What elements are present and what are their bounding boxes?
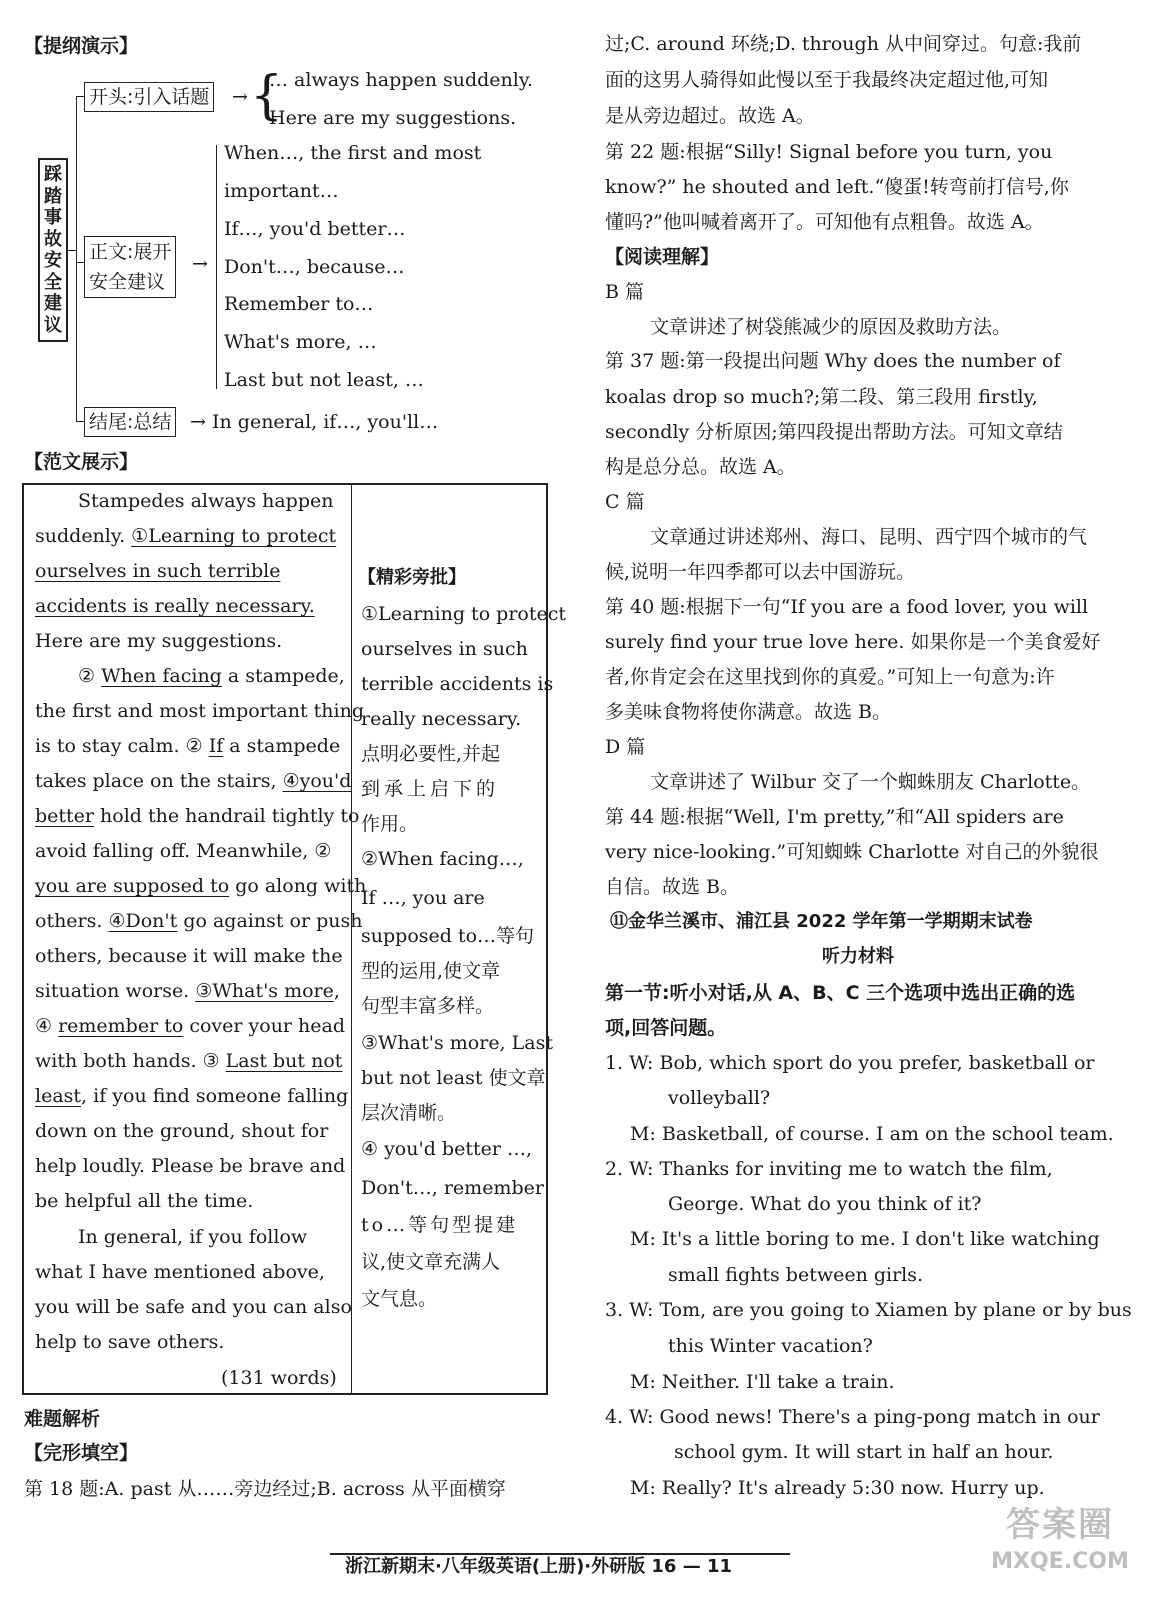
explanation-line: surely find your true love here. 如果你是一个美食爱好 bbox=[605, 631, 1101, 653]
body-item: Last but not least, … bbox=[224, 369, 424, 391]
exam-title: ⑪金华兰溪市、浦江县 2022 学年第一学期期末试卷 bbox=[610, 911, 1033, 932]
essay-line: be helpful all the time. bbox=[35, 1190, 254, 1212]
dialog-line: volleyball? bbox=[668, 1087, 771, 1109]
dialog-line: 2. W: Thanks for inviting me to watch the film, bbox=[605, 1158, 1053, 1180]
word-count: (131 words) bbox=[221, 1367, 337, 1389]
dialog-line: 4. W: Good news! There's a ping-pong match in our bbox=[605, 1406, 1100, 1428]
outline-branch-end bbox=[76, 421, 84, 422]
body-item: important… bbox=[224, 180, 339, 202]
explanation-line: know?” he shouted and left.“傻蛋!转弯前打信号,你 bbox=[605, 176, 1069, 198]
explanation-line: koalas drop so much?;第二段、第三段用 firstly, bbox=[605, 386, 1038, 408]
outline-branch-intro bbox=[76, 96, 84, 97]
essay-line: situation worse. ③What's more, bbox=[35, 980, 340, 1002]
essay-line: ourselves in such terrible bbox=[35, 560, 281, 582]
cloze-heading: 【完形填空】 bbox=[24, 1442, 139, 1464]
essay-line: accidents is really necessary. bbox=[35, 595, 315, 617]
watermark-logo: 答案圈 MXQE.COM bbox=[991, 1505, 1129, 1574]
explanation-line: 是从旁边超过。故选 A。 bbox=[605, 105, 815, 127]
explanation-line: 第 37 题:第一段提出问题 Why does the number of bbox=[605, 350, 1061, 372]
dialog-line: 1. W: Bob, which sport do you prefer, basketball or bbox=[605, 1052, 1095, 1074]
note-line: 点明必要性,并起 bbox=[361, 743, 501, 765]
explanation-line: very nice-looking.”可知蜘蛛 Charlotte 对自己的外貌很 bbox=[605, 841, 1099, 863]
note-line: but not least 使文章 bbox=[361, 1067, 546, 1089]
note-line: 型的运用,使文章 bbox=[361, 960, 501, 982]
essay-line: is to stay calm. ② If a stampede bbox=[35, 735, 341, 757]
essay-line: with both hands. ③ Last but not bbox=[35, 1050, 343, 1072]
page-footer: 浙江新期末·八年级英语(上册)·外研版 16 — 11 bbox=[345, 1556, 733, 1577]
essay-line: Stampedes always happen bbox=[78, 490, 334, 512]
outline-trunk-connector bbox=[68, 250, 77, 251]
note-line: 层次清晰。 bbox=[361, 1102, 457, 1124]
note-line: supposed to…等句 bbox=[361, 925, 535, 947]
essay-line: help loudly. Please be brave and bbox=[35, 1155, 346, 1177]
essay-line: takes place on the stairs, ④you'd bbox=[35, 770, 352, 792]
essay-line: ④ remember to cover your head bbox=[35, 1015, 346, 1037]
dialog-line: this Winter vacation? bbox=[668, 1335, 873, 1357]
explanation-line: 构是总分总。故选 A。 bbox=[605, 456, 796, 478]
question-18: 第 18 题:A. past 从……旁边经过;B. across 从平面横穿 bbox=[24, 1478, 506, 1500]
dialog-line: M: Neither. I'll take a train. bbox=[630, 1371, 895, 1393]
dialog-line: school gym. It will start in half an hour. bbox=[674, 1441, 1054, 1463]
note-line: terrible accidents is bbox=[361, 673, 554, 695]
note-line: 到承上启下的 bbox=[361, 778, 500, 800]
note-line: If …, you are bbox=[361, 887, 485, 909]
passage-label: C 篇 bbox=[605, 491, 645, 513]
body-item: If…, you'd better… bbox=[224, 218, 406, 240]
end-box: 结尾:总结 bbox=[84, 407, 176, 437]
difficult-heading: 难题解析 bbox=[24, 1408, 101, 1430]
body-item: When…, the first and most bbox=[224, 142, 482, 164]
essay-line: avoid falling off. Meanwhile, ② bbox=[35, 840, 332, 862]
explanation-line: 第 22 题:根据“Silly! Signal before you turn, you bbox=[605, 141, 1053, 163]
essay-line: Here are my suggestions. bbox=[35, 630, 283, 652]
outline-side-title: 踩踏事故安全建议 bbox=[38, 158, 68, 342]
essay-line: suddenly. ①Learning to protect bbox=[35, 525, 337, 547]
section-instructions: 项,回答问题。 bbox=[605, 1017, 727, 1039]
outline-heading: 【提纲演示】 bbox=[24, 35, 139, 57]
intro-box: 开头:引入话题 bbox=[84, 82, 214, 112]
explanation-line: 自信。故选 B。 bbox=[605, 876, 740, 898]
essay-line: the first and most important thing bbox=[35, 700, 364, 722]
dialog-line: M: It's a little boring to me. I don't like watching bbox=[630, 1228, 1100, 1250]
essay-line: better hold the handrail tightly to bbox=[35, 805, 360, 827]
dialog-line: George. What do you think of it? bbox=[668, 1193, 982, 1215]
left-brace-icon: { bbox=[250, 66, 284, 126]
body-box: 正文:展开 安全建议 bbox=[84, 236, 176, 298]
note-line: ④ you'd better …, bbox=[361, 1138, 532, 1160]
body-item: Don't…, because… bbox=[224, 256, 405, 278]
arrow-icon: → bbox=[190, 411, 206, 433]
arrow-icon: → bbox=[192, 253, 208, 275]
essay-line: you will be safe and you can also bbox=[35, 1296, 352, 1318]
explanation-line: 候,说明一年四季都可以去中国游玩。 bbox=[605, 561, 916, 583]
body-bracket-line bbox=[216, 145, 217, 389]
note-line: 议,使文章充满人 bbox=[361, 1251, 501, 1273]
essay-line: you are supposed to go along with bbox=[35, 875, 367, 897]
outline-branch-body bbox=[76, 262, 84, 263]
note-line: ②When facing…, bbox=[361, 848, 524, 870]
explanation-line: 懂吗?”他叫喊着离开了。可知他有点粗鲁。故选 A。 bbox=[605, 211, 1044, 233]
explanation-line: 者,你肯定会在这里找到你的真爱。”可知上一句意为:许 bbox=[605, 666, 1055, 688]
essay-line: others, because it will make the bbox=[35, 945, 343, 967]
explanation-line: secondly 分析原因;第四段提出帮助方法。可知文章结 bbox=[605, 421, 1063, 443]
note-line: really necessary. bbox=[361, 708, 522, 730]
explanation-line: 文章通过讲述郑州、海口、昆明、西宁四个城市的气 bbox=[650, 526, 1088, 548]
end-item: In general, if…, you'll… bbox=[212, 411, 439, 433]
section-instructions: 第一节:听小对话,从 A、B、C 三个选项中选出正确的选 bbox=[605, 982, 1076, 1004]
body-item: What's more, … bbox=[224, 331, 377, 353]
essay-line: help to save others. bbox=[35, 1331, 225, 1353]
note-line: 文气息。 bbox=[361, 1288, 438, 1310]
intro-item: Here are my suggestions. bbox=[269, 107, 517, 129]
essay-line: ② When facing a stampede, bbox=[78, 665, 345, 687]
essay-line: down on the ground, shout for bbox=[35, 1120, 329, 1142]
outline-trunk-line bbox=[76, 96, 77, 422]
intro-item: … always happen suddenly. bbox=[269, 69, 534, 91]
note-line: ①Learning to protect bbox=[361, 603, 567, 625]
note-line: ③What's more, Last bbox=[361, 1032, 553, 1054]
essay-line: what I have mentioned above, bbox=[35, 1261, 325, 1283]
exam-subtitle: 听力材料 bbox=[822, 946, 894, 967]
explanation-line: 过;C. around 环绕;D. through 从中间穿过。句意:我前 bbox=[605, 33, 1082, 55]
dialog-line: small fights between girls. bbox=[668, 1264, 924, 1286]
dialog-line: M: Basketball, of course. I am on the school team. bbox=[630, 1123, 1114, 1145]
note-heading: 【精彩旁批】 bbox=[358, 567, 466, 588]
reading-heading: 【阅读理解】 bbox=[605, 246, 720, 268]
passage-label: D 篇 bbox=[605, 736, 646, 758]
note-line: ourselves in such bbox=[361, 638, 528, 660]
essay-line: others. ④Don't go against or push bbox=[35, 910, 363, 932]
essay-heading: 【范文展示】 bbox=[24, 451, 139, 473]
note-line: Don't…, remember bbox=[361, 1177, 544, 1199]
note-line: 作用。 bbox=[361, 813, 419, 835]
explanation-line: 文章讲述了树袋熊减少的原因及救助方法。 bbox=[650, 316, 1012, 338]
body-item: Remember to… bbox=[224, 293, 374, 315]
passage-label: B 篇 bbox=[605, 281, 645, 303]
essay-line: In general, if you follow bbox=[78, 1226, 308, 1248]
explanation-line: 面的这男人骑得如此慢以至于我最终决定超过他,可知 bbox=[605, 69, 1049, 91]
dialog-line: M: Really? It's already 5:30 now. Hurry up. bbox=[630, 1477, 1045, 1499]
explanation-line: 多美味食物将使你满意。故选 B。 bbox=[605, 701, 892, 723]
dialog-line: 3. W: Tom, are you going to Xiamen by plane or by bus bbox=[605, 1299, 1132, 1321]
explanation-line: 第 40 题:根据下一句“If you are a food lover, you will bbox=[605, 596, 1089, 618]
note-line: 句型丰富多样。 bbox=[361, 995, 495, 1017]
explanation-line: 文章讲述了 Wilbur 交了一个蜘蛛朋友 Charlotte。 bbox=[650, 771, 1091, 793]
arrow-icon: → bbox=[232, 86, 248, 108]
explanation-line: 第 44 题:根据“Well, I'm pretty,”和“All spiders are bbox=[605, 806, 1064, 828]
essay-line: least, if you find someone falling bbox=[35, 1085, 349, 1107]
note-line: to…等句型提建 bbox=[361, 1214, 519, 1236]
